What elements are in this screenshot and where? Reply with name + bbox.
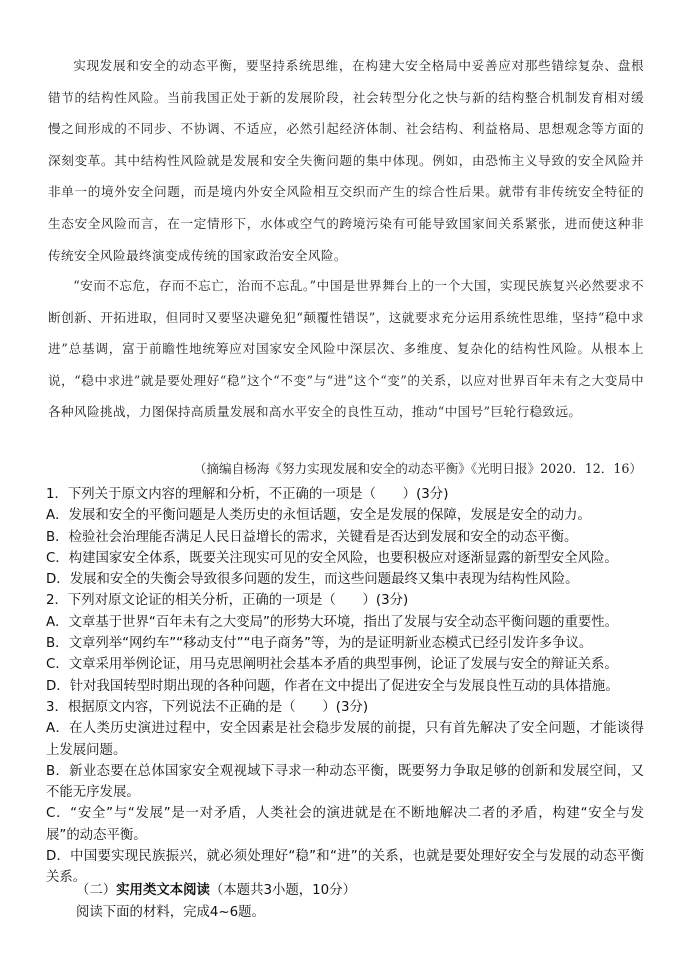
question-option: B．新业态要在总体国家安全观视域下寻求一种动态平衡，既要努力争取足够的创新和发展空间，又不能无序发展。 (46, 763, 644, 801)
question-2 (46, 590, 644, 696)
section-note: （本题共3小题，10分） (209, 883, 356, 898)
passage-paragraph-1 (48, 50, 644, 271)
question-stem: 2．下列对原文论证的相关分析，正确的一项是（ ）(3分) (46, 593, 409, 609)
question-list (46, 484, 644, 889)
question-option: B．检验社会治理能否满足人民日益增长的需求，关键看是否达到发展和安全的动态平衡。 (46, 529, 578, 545)
section-title: 实用类文本阅读 (116, 883, 210, 898)
question-option: C．“安全”与“发展”是一对矛盾，人类社会的演进就是在不断地解决二者的矛盾，构建“安全与发展”的动态平衡。 (46, 806, 644, 843)
question-option: D．中国要实现民族振兴，就必须处理好“稳”和“进”的关系，也就是要处理好安全与发展的动态平衡关系。 (46, 849, 644, 886)
question-1 (46, 484, 644, 590)
question-option: A．发展和安全的平衡问题是人类历史的永恒话题，安全是发展的保障，发展是安全的动力。 (46, 508, 591, 524)
section-heading (76, 880, 356, 901)
question-option: A．在人类历史演进过程中，安全因素是社会稳步发展的前提，只有首先解决了安全问题，才能谈得上发展问题。 (46, 721, 644, 758)
source-citation: （摘编自杨海《努力实现发展和安全的动态平衡》《光明日报》2020．12．16） (193, 461, 642, 476)
reading-instruction: 阅读下面的材料，完成4~6题。 (76, 905, 265, 920)
passage-paragraph-2 (48, 270, 644, 428)
question-option: D．发展和安全的失衡会导致很多问题的发生，而这些问题最终又集中表现为结构性风险。 (46, 572, 579, 588)
question-option: D．针对我国转型时期出现的各种问题，作者在文中提出了促进安全与发展良性互动的具体措施。 (46, 678, 619, 694)
passage-paragraph-1-text: 实现发展和安全的动态平衡，要坚持系统思维，在构建大安全格局中妥善应对那些错综复杂、盘根错节的结构性风险。当前我国正处于新的发展阶段，社会转型分化之快与新的结构整合机制发育相对缓慢之间形成的不同步、不协调、不适应，必然引起经济体制、社会结构、利益格局、思想观念等方面的深刻变革。其中结构性风险就是发展和安全失衡问题的集中体现。例如，由恐怖主义导致的安全风险并非单一的境外安全问题，而是境内外安全风险相互交织而产生的综合性后果。就带有非传统安全特征的生态安全风险而言，在一定情形下，水体或空气的跨境污染有可能导致国家间关系紧张，进而使这种非传统安全风险最终演变成传统的国家政治安全风险。 (48, 58, 644, 263)
question-option: C．构建国家安全体系，既要关注现实可见的安全风险，也要积极应对逐渐显露的新型安全风险。 (46, 550, 618, 566)
question-option: C．文章采用举例论证，用马克思阐明社会基本矛盾的典型事例，论证了发展与安全的辩证关系。 (46, 657, 618, 673)
section-prefix: （二） (76, 883, 117, 898)
question-option: A．文章基于世界“百年未有之大变局”的形势大环境，指出了发展与安全动态平衡问题的重要性。 (46, 614, 619, 630)
question-3 (46, 697, 644, 889)
question-stem: 1．下列关于原文内容的理解和分析，不正确的一项是（ ）(3分) (46, 487, 449, 502)
passage-paragraph-2-text: “安而不忘危，存而不忘亡，治而不忘乱。”中国是世界舞台上的一个大国，实现民族复兴必然要求不断创新、开拓进取，但同时又要坚决避免犯“颠覆性错误”，这就要求充分运用系统性思维，坚持“稳中求进”总基调，富于前瞻性地统筹应对国家安全风险中深层次、多维度、复杂化的结构性风险。从根本上说，“稳中求进”就是要处理好“稳”这个“不变”与“进”这个“变”的关系，以应对世界百年未有之大变局中各种风险挑战，力图保持高质量发展和高水平安全的良性互动，推动“中国号”巨轮行稳致远。 (48, 278, 644, 420)
question-stem: 3．根据原文内容，下列说法不正确的是（ ）(3分) (46, 699, 369, 715)
question-option: B．文章列举“网约车”“移动支付”“电子商务”等，为的是证明新业态模式已经引发许多争议。 (46, 636, 593, 652)
